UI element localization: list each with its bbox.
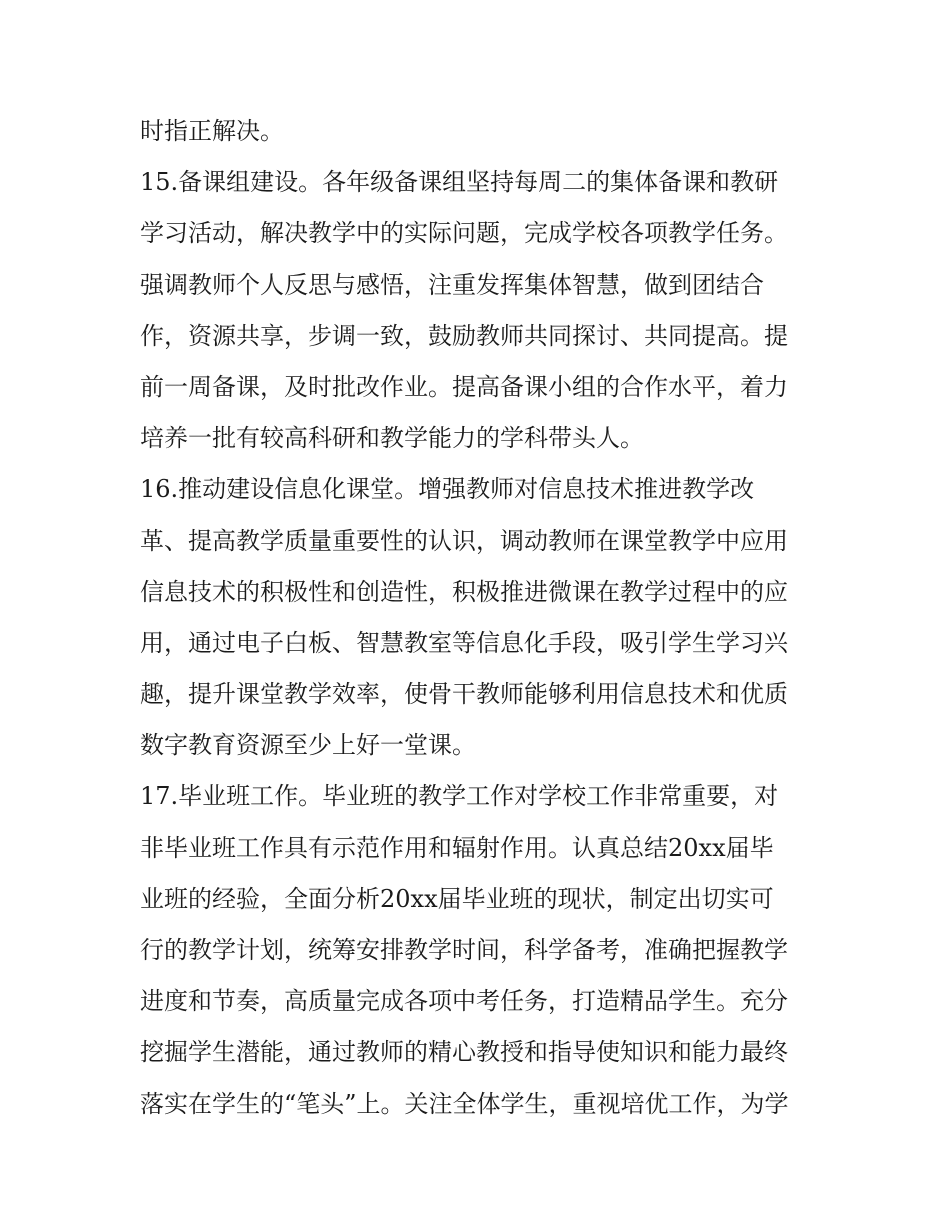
text-line: 强调教师个人反思与感悟，注重发挥集体智慧，做到团结合 <box>140 270 764 299</box>
text-line: 进度和节奏，高质量完成各项中考任务，打造精品学生。充分 <box>140 987 788 1016</box>
text-line: 用，通过电子白板、智慧教室等信息化手段，吸引学生学习兴 <box>140 628 788 657</box>
text-line: 培养一批有较高科研和教学能力的学科带头人。 <box>140 424 644 453</box>
text-line: 业班的经验，全面分析20xx届毕业班的现状，制定出切实可 <box>140 884 774 913</box>
text-line: 前一周备课，及时批改作业。提高备课小组的合作水平，着力 <box>140 372 788 401</box>
text-line: 革、提高教学质量重要性的认识，调动教师在课堂教学中应用 <box>140 526 788 555</box>
text-line: 15.备课组建设。各年级备课组坚持每周二的集体备课和教研 <box>140 168 779 197</box>
text-line: 非毕业班工作具有示范作用和辐射作用。认真总结20xx届毕 <box>140 833 774 862</box>
text-line: 16.推动建设信息化课堂。增强教师对信息技术推进教学改 <box>140 475 755 504</box>
text-line: 数字教育资源至少上好一堂课。 <box>140 731 476 760</box>
text-line: 落实在学生的“笔头”上。关注全体学生，重视培优工作，为学 <box>140 1089 789 1118</box>
text-line: 行的教学计划，统筹安排教学时间，科学备考，准确把握教学 <box>140 936 788 964</box>
document-body-text <box>140 106 820 1130</box>
text-line: 17.毕业班工作。毕业班的教学工作对学校工作非常重要，对 <box>140 782 779 811</box>
text-line: 学习活动，解决教学中的实际问题，完成学校各项教学任务。 <box>140 219 788 248</box>
text-line: 趣，提升课堂教学效率，使骨干教师能够利用信息技术和优质 <box>140 680 788 709</box>
text-line: 挖掘学生潜能，通过教师的精心教授和指导使知识和能力最终 <box>140 1038 788 1067</box>
text-line: 时指正解决。 <box>140 117 284 145</box>
text-line: 作，资源共享，步调一致，鼓励教师共同探讨、共同提高。提 <box>140 321 788 350</box>
text-line: 信息技术的积极性和创造性，积极推进微课在教学过程中的应 <box>140 577 788 606</box>
